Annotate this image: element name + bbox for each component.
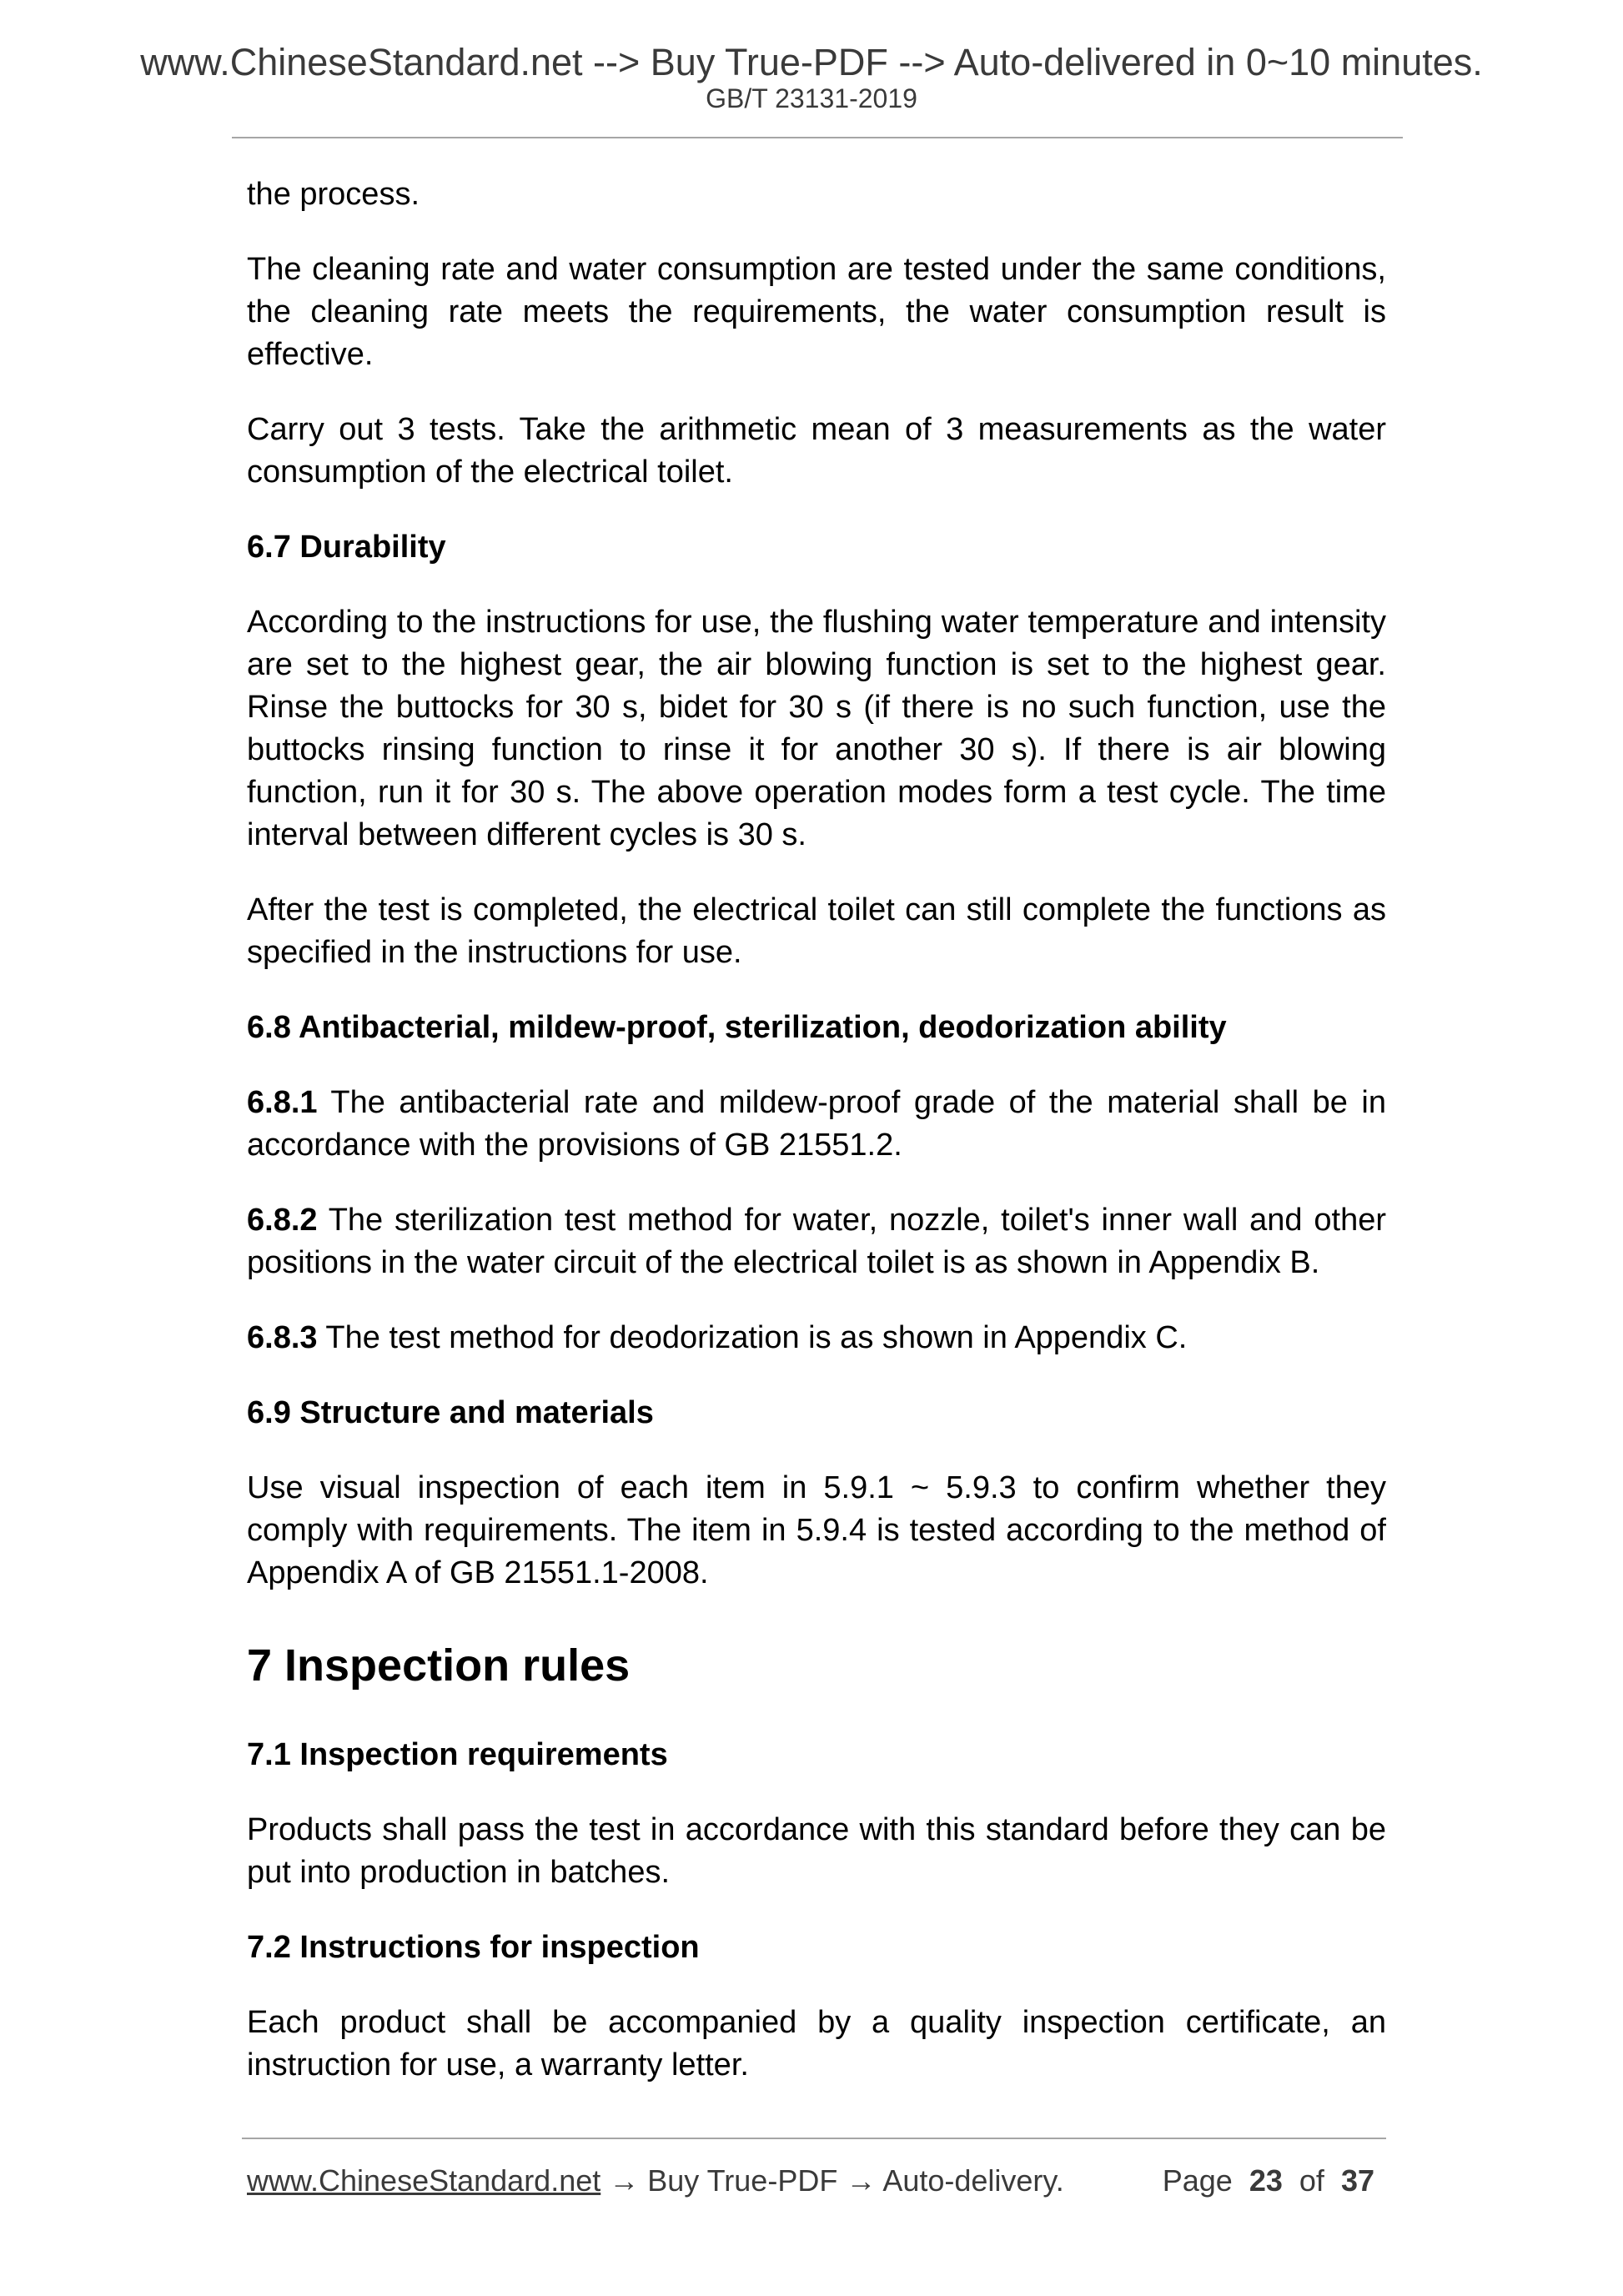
footer-tagline: → Buy True-PDF → Auto-delivery. [600, 2163, 1064, 2198]
paragraph-cleaning-rate: The cleaning rate and water consumption are tested under the same conditions, the cleaning rate meets the requirements, the water consumption result is effective. [247, 252, 1386, 372]
page-number: 23 [1249, 2163, 1283, 2198]
total-pages: 37 [1340, 2163, 1374, 2198]
clause-6-8-2 [247, 1199, 1386, 1284]
page-indicator [1163, 2160, 1374, 2202]
clause-text: The antibacterial rate and mildew-proof grade of the material shall be in accordance with the provisions of GB 21551.2. [247, 1085, 1386, 1163]
clause-text: The test method for deodorization is as shown in Appendix C. [325, 1320, 1188, 1355]
clause-6-8-3 [247, 1317, 1386, 1359]
document-id: GB/T 23131-2019 [706, 83, 917, 113]
clause-number: 6.8.1 [247, 1085, 318, 1120]
heading-7-1: 7.1 Inspection requirements [247, 1737, 668, 1772]
header-banner: www.ChineseStandard.net --> Buy True-PDF --> Auto-delivered in 0~10 minutes. [140, 41, 1483, 83]
paragraph-three-tests: Carry out 3 tests. Take the arithmetic mean of 3 measurements as the water consumption of the electrical toilet. [247, 412, 1386, 490]
page-content [247, 173, 1386, 2119]
heading-6-7: 6.7 Durability [247, 530, 446, 565]
heading-6-8: 6.8 Antibacterial, mildew-proof, sterilization, deodorization ability [247, 1010, 1227, 1045]
paragraph-inspection-requirements: Products shall pass the test in accordance with this standard before they can be put into production in batches. [247, 1812, 1386, 1890]
footer-promo [247, 2160, 1064, 2202]
clause-number: 6.8.3 [247, 1320, 318, 1355]
page-label: Page [1162, 2163, 1233, 2198]
paragraph-structure-materials: Use visual inspection of each item in 5.9.1 ~ 5.9.3 to confirm whether they comply with requirements. The item in 5.9.4 is tested according to the method of Appendix A of GB 21551.1-2008. [247, 1470, 1386, 1590]
paragraph-durability-result: After the test is completed, the electrical toilet can still complete the functions as specified in the instructions for use. [247, 892, 1386, 970]
heading-7: 7 Inspection rules [247, 1640, 631, 1691]
header-divider [232, 137, 1403, 138]
clause-text: The sterilization test method for water, nozzle, toilet's inner wall and other positions in the water circuit of the electrical toilet is as shown in Appendix B. [247, 1203, 1387, 1280]
of-label: of [1299, 2163, 1324, 2198]
clause-6-8-1 [247, 1082, 1386, 1167]
footer-divider [242, 2138, 1386, 2139]
heading-6-9: 6.9 Structure and materials [247, 1395, 654, 1430]
footer-site-link[interactable]: www.ChineseStandard.net [247, 2163, 601, 2198]
paragraph-inspection-instructions: Each product shall be accompanied by a quality inspection certificate, an instruction for use, a warranty letter. [247, 2005, 1386, 2082]
heading-7-2: 7.2 Instructions for inspection [247, 1930, 700, 1965]
paragraph-durability-procedure: According to the instructions for use, the flushing water temperature and intensity are set to the highest gear, the air blowing function is set to the highest gear. Rinse the buttocks for 30 s, bidet for 30 s (if there is no such function, use the buttocks rinsing function to rinse it for another 30 s). If there is air blowing function, run it for 30 s. The above operation modes form a test cycle. The time interval between different cycles is 30 s. [247, 605, 1386, 852]
paragraph-continuation: the process. [247, 177, 420, 212]
page-footer [247, 2160, 1386, 2202]
clause-number: 6.8.2 [247, 1203, 318, 1238]
